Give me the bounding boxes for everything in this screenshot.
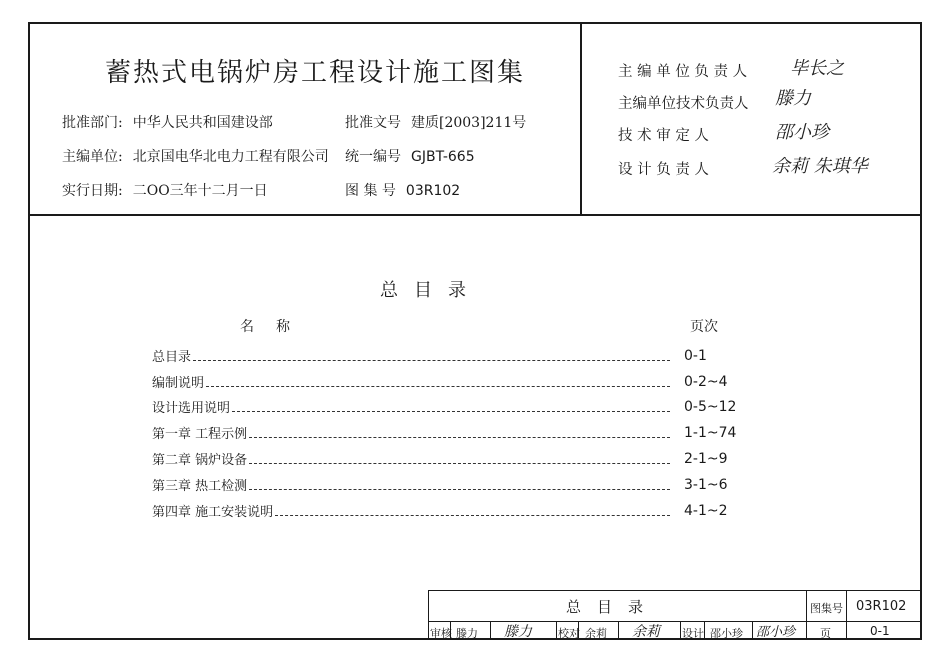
toc-entry-page: 3-1~6 [684, 477, 728, 493]
toc-entry[interactable] [152, 475, 672, 495]
resp-chief-editor-label: 主 编 单 位 负 责 人 [618, 64, 748, 80]
meta-value: 建质[2003]211号 [411, 115, 527, 131]
check-signature: 余莉 [632, 624, 660, 640]
review-name: 滕力 [456, 627, 478, 640]
toc-entry-page: 0-1 [684, 348, 707, 364]
title-block-left-edge [428, 590, 429, 640]
toc-entry-name: 第三章 热工检测 [152, 479, 248, 494]
resp-chief-editor-signature: 毕长之 [790, 58, 844, 79]
resp-reviewer-signature: 邵小珍 [775, 122, 829, 143]
meta-label: 主编单位: [62, 149, 123, 165]
sheet-title: 总目录 [566, 598, 660, 616]
toc-entry-page: 0-5~12 [684, 399, 737, 415]
toc-entry-page: 0-2~4 [684, 374, 728, 390]
meta-label: 统一编号 [345, 149, 401, 165]
title-block-cell [556, 621, 557, 640]
toc-leader [249, 489, 670, 490]
meta-value: GJBT-665 [411, 149, 475, 165]
resp-design-lead-label: 设 计 负 责 人 [618, 162, 709, 178]
toc-leader [206, 386, 670, 387]
meta-value: 03R102 [405, 183, 461, 199]
toc-entry-name: 总目录 [152, 350, 192, 365]
meta-effective-date [62, 180, 268, 200]
meta-unified-no [345, 146, 475, 166]
title-block-top-line [428, 590, 922, 591]
title-block [428, 590, 922, 640]
meta-label: 实行日期: [62, 183, 123, 199]
meta-label: 图 集 号 [345, 183, 396, 199]
meta-label: 批准部门: [62, 115, 123, 131]
resp-tech-lead-label: 主编单位技术负责人 [618, 96, 749, 112]
toc-entry-name: 第四章 施工安装说明 [152, 505, 274, 520]
toc-entry-page: 4-1~2 [684, 503, 728, 519]
meta-approval-dept [62, 112, 273, 132]
page-value: 0-1 [870, 624, 890, 638]
meta-value: 中华人民共和国建设部 [132, 115, 273, 131]
header-divider [28, 214, 922, 216]
toc-entry[interactable] [152, 372, 672, 392]
review-signature: 滕力 [504, 624, 532, 640]
title-block-cell [490, 621, 491, 640]
toc-leader [232, 411, 670, 412]
toc-column-page: 页次 [690, 319, 718, 335]
atlas-no-value: 03R102 [856, 599, 907, 614]
toc-leader [275, 515, 670, 516]
atlas-no-label: 图集号 [810, 602, 843, 615]
design-name: 邵小珍 [710, 627, 743, 640]
design-label: 设计 [682, 627, 704, 640]
toc-entry-name: 编制说明 [152, 376, 205, 391]
toc-entry[interactable] [152, 397, 672, 417]
title-block-cell [680, 621, 681, 640]
toc-entry[interactable] [152, 449, 672, 469]
toc-entry-page: 1-1~74 [684, 425, 737, 441]
title-block-cell [752, 621, 753, 640]
toc-entry-page: 2-1~9 [684, 451, 728, 467]
meta-value: 二OO三年十二月一日 [132, 183, 268, 199]
check-label: 校对 [558, 627, 580, 640]
title-block-cell [704, 621, 705, 640]
resp-reviewer-label: 技 术 审 定 人 [618, 128, 709, 144]
toc-entry[interactable] [152, 346, 672, 366]
toc-column-name: 名称 [240, 319, 312, 335]
header-column-divider [580, 22, 582, 216]
toc-entry-name: 第一章 工程示例 [152, 427, 248, 442]
toc-entry-name: 设计选用说明 [152, 401, 231, 416]
design-signature: 邵小珍 [756, 625, 796, 640]
title-block-cell [618, 621, 619, 640]
meta-editor-unit [62, 146, 329, 166]
meta-label: 批准文号 [345, 115, 401, 131]
review-label: 审核 [430, 627, 452, 640]
title-block-divider [806, 590, 807, 640]
meta-approval-no [345, 112, 526, 132]
page-label: 页 [820, 627, 831, 640]
toc-leader [249, 437, 670, 438]
title-block-mid-line [428, 621, 922, 622]
toc-title: 总目录 [380, 280, 482, 301]
toc-entry[interactable] [152, 501, 672, 521]
meta-value: 北京国电华北电力工程有限公司 [132, 149, 329, 165]
resp-tech-lead-signature: 滕力 [775, 88, 811, 109]
meta-atlas-no [345, 180, 460, 200]
toc-leader [249, 463, 670, 464]
toc-entry[interactable] [152, 423, 672, 443]
check-name: 余莉 [585, 627, 607, 640]
title-block-divider [846, 590, 847, 640]
resp-design-lead-signature: 余莉 朱琪华 [772, 156, 868, 177]
toc-entry-name: 第二章 锅炉设备 [152, 453, 248, 468]
toc-leader [193, 360, 670, 361]
atlas-title: 蓄热式电锅炉房工程设计施工图集 [105, 58, 526, 88]
